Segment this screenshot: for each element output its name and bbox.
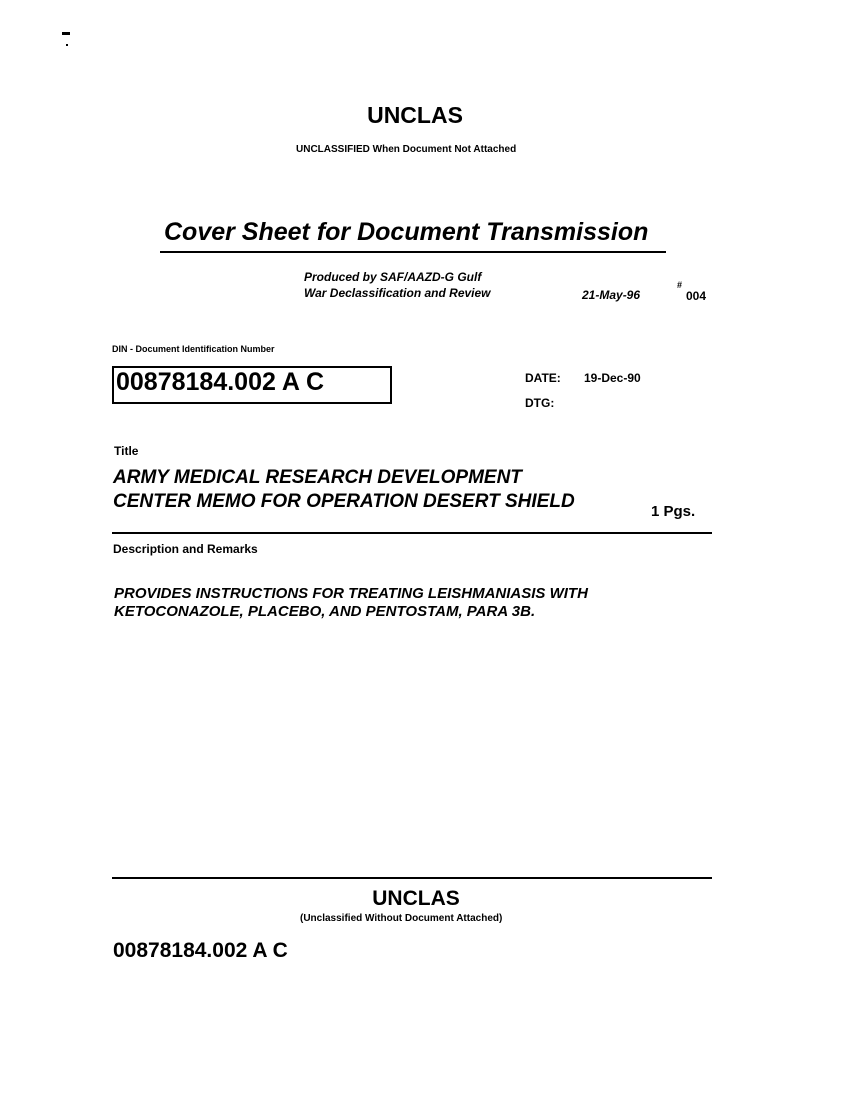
title-line2: CENTER MEMO FOR OPERATION DESERT SHIELD xyxy=(113,491,575,512)
description-line1: PROVIDES INSTRUCTIONS FOR TREATING LEISHMANIASIS WITH xyxy=(114,585,588,602)
footer-din: 00878184.002 A C xyxy=(113,939,288,962)
produced-date: 21-May-96 xyxy=(582,288,641,302)
footer-classification: UNCLAS xyxy=(372,887,460,910)
date-value: 19-Dec-90 xyxy=(584,371,641,385)
page-count: 1 Pgs. xyxy=(651,503,696,520)
produced-by-line1: Produced by SAF/AAZD-G Gulf xyxy=(304,270,482,284)
description-label: Description and Remarks xyxy=(113,542,258,556)
number-mark: # xyxy=(677,280,683,290)
scan-speck xyxy=(62,32,70,35)
description-line2: KETOCONAZOLE, PLACEBO, AND PENTOSTAM, PARA 3B. xyxy=(114,603,536,620)
din-label: DIN - Document Identification Number xyxy=(112,344,275,354)
footer-subtitle: (Unclassified Without Document Attached) xyxy=(300,913,503,924)
document-number: 004 xyxy=(686,289,707,303)
scan-speck xyxy=(66,44,68,46)
footer-divider xyxy=(112,877,712,879)
dtg-label: DTG: xyxy=(525,396,555,410)
produced-by-line2: War Declassification and Review xyxy=(304,286,491,300)
title-label: Title xyxy=(114,444,139,458)
date-label: DATE: xyxy=(525,371,561,385)
din-value: 00878184.002 A C xyxy=(116,368,325,396)
cover-title: Cover Sheet for Document Transmission xyxy=(164,218,649,246)
header-subtitle: UNCLASSIFIED When Document Not Attached xyxy=(296,144,517,155)
title-divider xyxy=(112,532,712,534)
title-line1: ARMY MEDICAL RESEARCH DEVELOPMENT xyxy=(113,467,522,488)
header-classification: UNCLAS xyxy=(367,102,463,128)
cover-title-underline xyxy=(160,251,666,253)
